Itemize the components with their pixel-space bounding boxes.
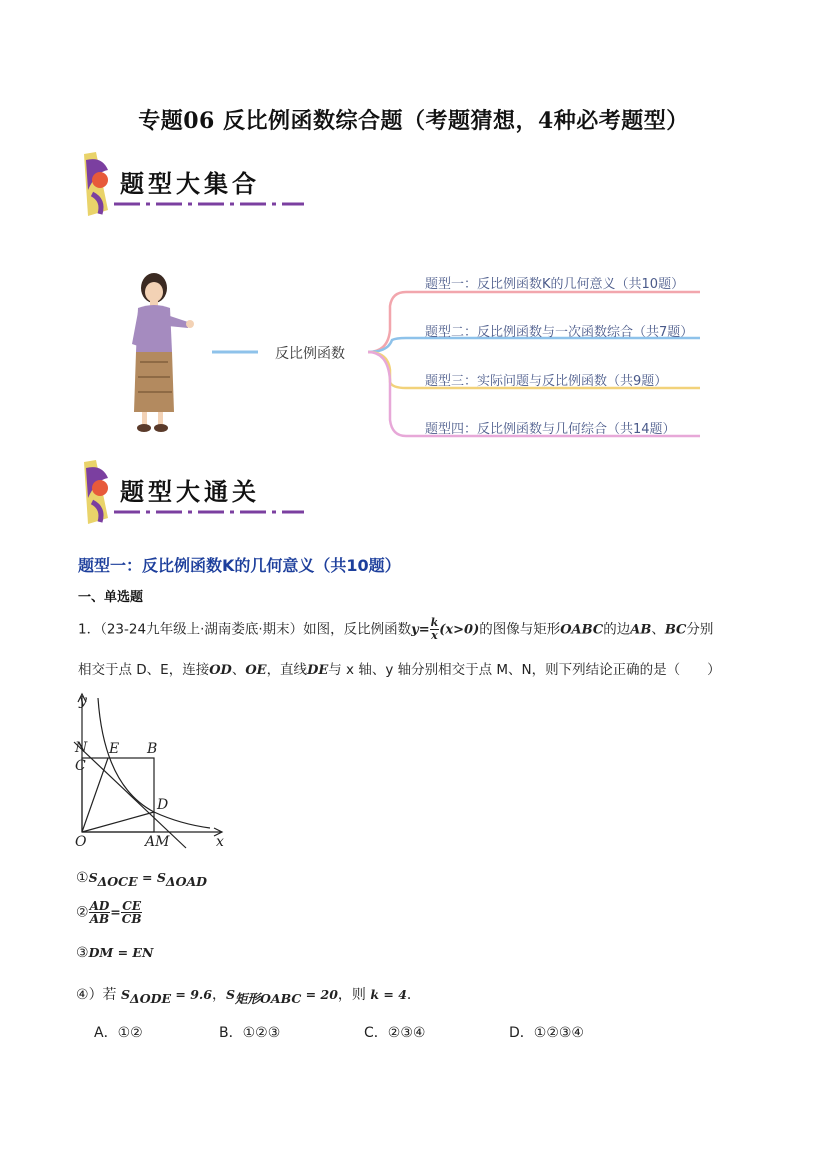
- banner-pass: [78, 458, 308, 528]
- label-e: E: [109, 741, 120, 757]
- question-source: （23-24九年级上·湖南娄底·期末）如图，反比例函数: [100, 621, 412, 638]
- s4-sep: ，: [211, 987, 226, 1003]
- label-am: AM: [145, 834, 170, 850]
- func-cond: (x>0): [439, 622, 480, 638]
- mascot-icon: [78, 458, 126, 526]
- question-line-1: [78, 617, 713, 642]
- label-x: x: [216, 834, 224, 850]
- mindmap-branch-2: 题型二：反比例函数与一次函数综合（共7题）: [425, 325, 694, 340]
- label-n: N: [75, 740, 88, 756]
- s1-b-sub: ΔOAD: [165, 873, 208, 889]
- statement-1-mark: ①: [76, 870, 89, 886]
- option-b[interactable]: B．①②③: [219, 1025, 281, 1041]
- mindmap-branch-3: 题型三：实际问题与反比例函数（共9题）: [425, 374, 668, 389]
- s4-s2: S: [225, 987, 235, 1002]
- func-fraction: [430, 617, 440, 642]
- s1-a-sub: ΔOCE: [97, 873, 138, 889]
- seg-de: DE: [307, 663, 329, 678]
- segment-od: [82, 812, 154, 832]
- s1-eq: =: [137, 870, 157, 885]
- func-num: k: [430, 616, 439, 629]
- side-bc: BC: [664, 622, 687, 638]
- statement-3-mark: ③: [76, 945, 89, 961]
- s2-frac-2: [121, 900, 143, 925]
- s1-b: S: [156, 870, 166, 885]
- label-b: B: [147, 741, 158, 757]
- rectangle-oabc: [82, 758, 154, 832]
- line2-a: 相交于点 D、E，连接: [78, 662, 210, 678]
- s1-a: S: [88, 870, 98, 885]
- seg-od: OD: [209, 663, 232, 678]
- question-text-c: 、: [651, 621, 665, 638]
- label-y: y: [79, 693, 87, 709]
- s4-end: ．: [406, 987, 421, 1003]
- mindmap-root: 反比例函数: [275, 346, 345, 362]
- s2-n1: AD: [89, 899, 110, 913]
- s4-a: ）若: [88, 987, 122, 1003]
- mindmap-branch-1: 题型一：反比例函数K的几何意义（共10题）: [425, 277, 685, 292]
- seg-oe: OE: [245, 663, 267, 678]
- option-d[interactable]: D．①②③④: [509, 1025, 584, 1041]
- banner-dash: [114, 510, 304, 514]
- func-den: x: [431, 629, 438, 642]
- question-text-b: 的边: [603, 621, 631, 638]
- rect-name: OABC: [560, 622, 604, 638]
- line2-c: ，直线: [266, 662, 308, 678]
- banner-dash: [114, 202, 304, 206]
- s2-frac-1: [89, 900, 111, 925]
- s2-n2: CE: [122, 899, 141, 913]
- banner-pass-text: 题型大通关: [120, 477, 260, 506]
- s4-s1: S: [121, 987, 131, 1002]
- mindmap-branch-4: 题型四：反比例函数与几何综合（共14题）: [425, 422, 676, 437]
- label-d: D: [157, 797, 169, 813]
- section-title: 题型一：反比例函数K的几何意义（共10题）: [78, 556, 401, 575]
- label-c: C: [75, 758, 86, 774]
- s3-text: DM = EN: [88, 945, 154, 960]
- s2-d1: AB: [89, 912, 110, 926]
- statement-2: [76, 900, 142, 925]
- statement-2-mark: ②: [76, 904, 89, 921]
- banner-collection: [78, 150, 308, 220]
- label-o: O: [75, 834, 87, 850]
- s4-v1: = 9.6: [171, 987, 212, 1002]
- s4-k: k = 4: [370, 987, 407, 1002]
- statement-1: [76, 870, 207, 889]
- side-ab: AB: [630, 622, 652, 638]
- s4-b: ，则: [337, 987, 371, 1003]
- s4-s2-sub: 矩形OABC: [234, 990, 302, 1006]
- question-text-a: 的图像与矩形: [479, 621, 561, 638]
- line2-b: 、: [231, 662, 246, 678]
- geometry-figure: [70, 690, 240, 855]
- page-title: 专题06 反比例函数综合题（考题猜想，4种必考题型）: [138, 108, 689, 134]
- s4-v2: = 20: [301, 987, 338, 1002]
- question-line-2: [78, 658, 721, 678]
- func-y: y=: [411, 622, 430, 638]
- option-c[interactable]: C．②③④: [364, 1025, 426, 1041]
- segment-oe: [82, 758, 108, 832]
- statement-3: [76, 945, 153, 961]
- question-text-d: 分别: [686, 621, 714, 638]
- section-subtitle: 一、单选题: [78, 590, 144, 605]
- teacher-illustration: [132, 272, 196, 434]
- s2-d2: CB: [121, 912, 142, 926]
- s2-eq: =: [110, 904, 121, 920]
- banner-collection-text: 题型大集合: [120, 169, 260, 198]
- statement-4-mark: ④: [76, 987, 89, 1003]
- line2-d: 与 x 轴、y 轴分别相交于点 M、N，则下列结论正确的是（ ）: [328, 662, 721, 678]
- option-a[interactable]: A．①②: [94, 1025, 143, 1041]
- s4-s1-sub: ΔODE: [130, 990, 172, 1006]
- statement-4: [76, 984, 421, 1007]
- question-number: 1．: [78, 621, 101, 638]
